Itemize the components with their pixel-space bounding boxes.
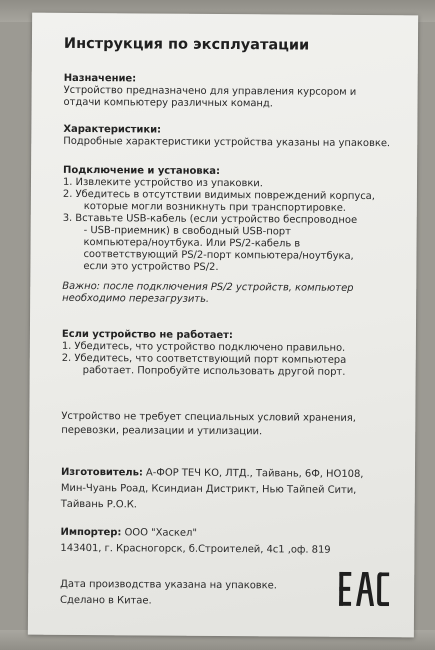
purpose-line: Устройство предназначено для управления курсором и xyxy=(63,84,357,98)
troubleshoot-line: работает. Попробуйте использовать другой порт. xyxy=(82,365,346,378)
production-date-note: Дата производства указана на упаковке. xyxy=(60,578,277,592)
setup-note: необходимо перезагрузить. xyxy=(62,292,210,305)
setup-heading: Подключение и установка: xyxy=(63,164,221,177)
setup-line: компьютера/ноутбука. Или PS/2-кабель в xyxy=(83,237,301,250)
setup-line: которые могли возникнуть при транспортировке. xyxy=(83,201,346,214)
setup-note: Важно: после подключения PS/2 устройств, компьютер xyxy=(62,280,354,294)
setup-line: 2. Убедитесь в отсутствии видимых повреждений корпуса, xyxy=(62,188,375,203)
manufacturer-line xyxy=(61,467,364,481)
storage-line: перевозки, реализации и утилизации. xyxy=(61,424,263,438)
importer-address: 143401, г. Красногорск, б.Строителей, 4с1 ,оф. 819 xyxy=(60,542,331,556)
manufacturer-name: А-ФОР ТЕЧ КО, ЛТД., Тайвань, 6Ф, НО108, xyxy=(142,467,364,480)
purpose-heading: Назначение: xyxy=(63,72,137,85)
specs-line: Подробные характеристики устройства указаны на упаковке. xyxy=(63,135,391,150)
eac-conformity-mark xyxy=(339,572,389,606)
importer-label: Импортер: xyxy=(60,526,122,539)
manufacturer-line: Мин-Чуань Роад, Ксиндиан Дистрикт, Нью Тайпей Сити, xyxy=(60,482,357,496)
troubleshoot-heading: Если устройство не работает: xyxy=(61,328,233,342)
made-in-note: Сделано в Китае. xyxy=(60,594,152,607)
instruction-sheet xyxy=(28,13,418,638)
purpose-line: отдачи компьютеру различных команд. xyxy=(63,96,273,110)
specs-heading: Характеристики: xyxy=(63,123,162,136)
manufacturer-line: Тайвань Р.О.К. xyxy=(60,498,137,511)
setup-line: - USB-приемник) в свободный USB-порт xyxy=(83,225,291,238)
setup-line: 1. Извлеките устройство из упаковки. xyxy=(62,176,263,190)
setup-line: соответствующий PS/2-порт компьютера/ноутбука, xyxy=(83,249,354,262)
document-title: Инструкция по эксплуатации xyxy=(63,35,310,54)
setup-line: если это устройство PS/2. xyxy=(83,261,219,273)
troubleshoot-line: 1. Убедитесь, что устройство подключено правильно. xyxy=(61,340,346,354)
troubleshoot-line: 2. Убедитесь, что соответствующий порт компьютера xyxy=(61,352,347,366)
manufacturer-label: Изготовитель: xyxy=(60,466,143,479)
importer-line xyxy=(61,527,197,540)
storage-line: Устройство не требует специальных условий хранения, xyxy=(61,410,356,424)
setup-line: 3. Вставьте USB-кабель (если устройство беспроводное xyxy=(62,212,358,226)
importer-name: ООО "Хаскел" xyxy=(121,527,197,539)
